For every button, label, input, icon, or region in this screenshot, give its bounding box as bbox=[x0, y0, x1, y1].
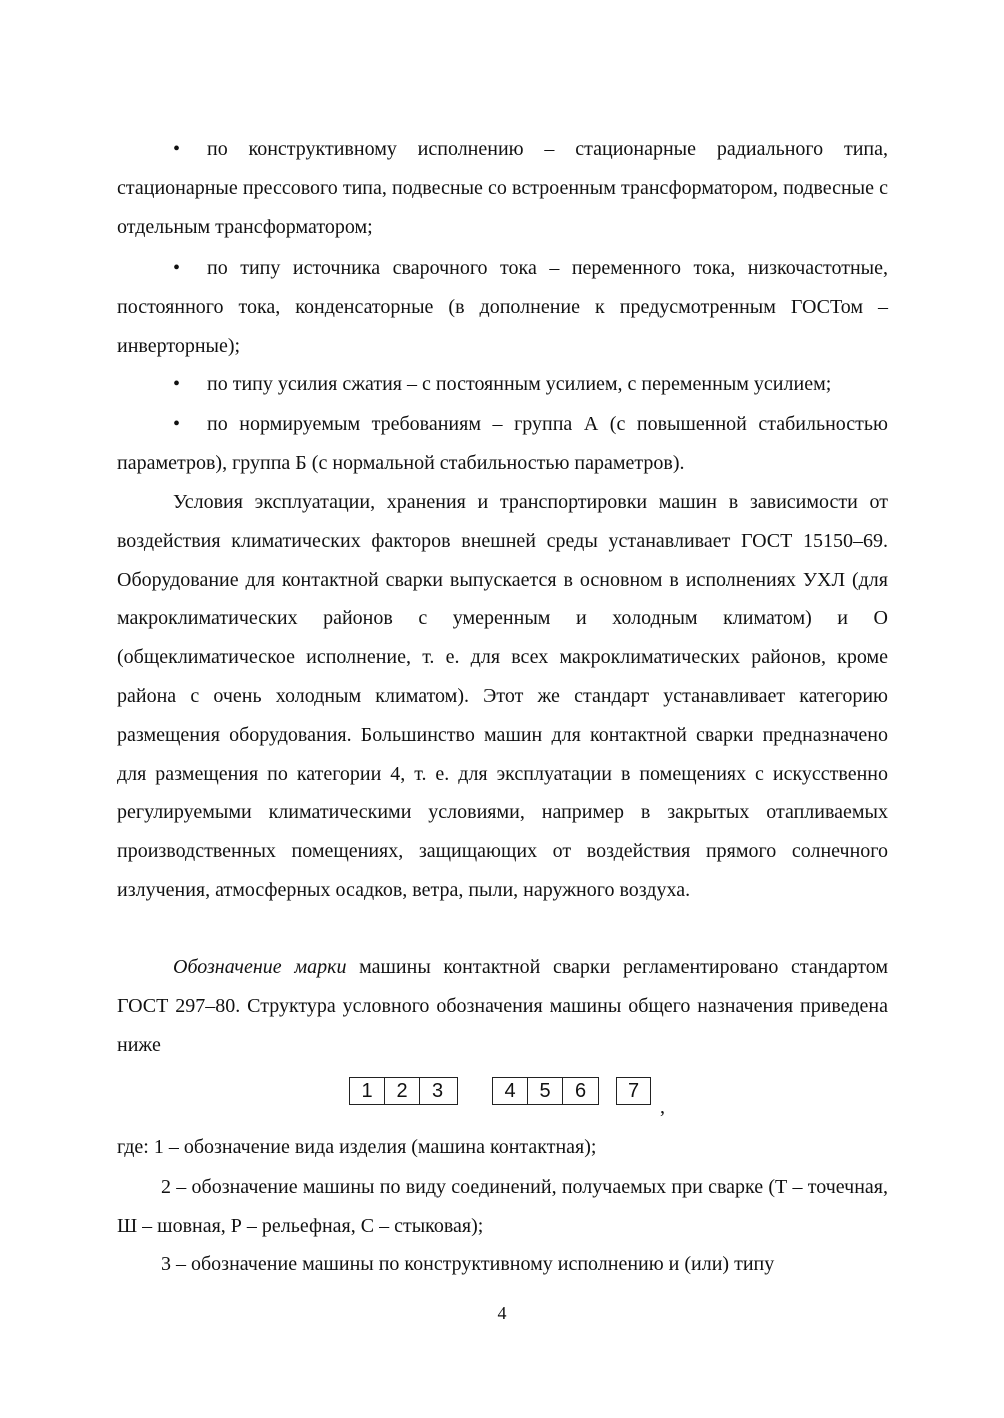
bullet-icon: • bbox=[173, 257, 181, 279]
legend-item: где: 1 – обозначение вида изделия (машина контактная); bbox=[117, 1136, 597, 1158]
bullet-item bbox=[117, 249, 888, 365]
code-group-3 bbox=[616, 1077, 651, 1105]
code-cell: 1 bbox=[350, 1078, 385, 1104]
bullet-item bbox=[117, 405, 888, 483]
code-cell: 3 bbox=[431, 1079, 444, 1102]
code-group-2 bbox=[492, 1077, 599, 1105]
bullet-item bbox=[117, 365, 888, 404]
code-cell: 6 bbox=[574, 1079, 587, 1102]
paragraph-conditions: Условия эксплуатации, хранения и транспортировки машин в зависимости от воздействия климатических факторов внешней среды устанавливает ГОСТ 15150–69. Оборудование для контактной сварки выпускается в основном в исполнениях УХЛ (для макроклиматических районов с умеренным и холодным климатом) и О (общеклиматическое исполнение, т. е. для всех макроклиматических районов, кроме района с очень холодным климатом). Этот же стандарт устанавливает категорию размещения оборудования. Большинство машин для контактной сварки предназначено для размещения по категории 4, т. е. для эксплуатации в помещениях с искусственно регулируемыми климатическими условиями, например в закрытых отапливаемых производственных помещениях, защищающих от воздействия прямого солнечного излучения, атмосферных осадков, ветра, пыли, наружного воздуха. bbox=[117, 491, 888, 901]
page-number: 4 bbox=[497, 1303, 507, 1323]
code-trailing-comma: , bbox=[660, 1096, 665, 1118]
paragraph-marking bbox=[117, 948, 888, 1064]
code-cell: 2 bbox=[385, 1078, 420, 1104]
code-cell: 7 bbox=[627, 1079, 640, 1102]
bullet-icon: • bbox=[173, 138, 181, 160]
bullet-item bbox=[117, 130, 888, 246]
bullet-text: по нормируемым требованиям – группа А (с повышенной стабильностью параметров), группа Б (с нормальной стабильностью параметров). bbox=[117, 413, 888, 474]
legend-item: 2 – обозначение машины по виду соединений, получаемых при сварке (Т – точечная, Ш – шовная, Р – рельефная, С – стыковая); bbox=[117, 1176, 888, 1237]
bullet-text: по типу источника сварочного тока – переменного тока, низкочастотные, постоянного тока, конденсаторные (в дополнение к предусмотренным ГОСТом – инверторные); bbox=[117, 257, 888, 357]
code-group-1 bbox=[349, 1077, 458, 1105]
bullet-icon: • bbox=[173, 413, 181, 435]
bullet-icon: • bbox=[173, 373, 181, 395]
bullet-text: по конструктивному исполнению – стационарные радиального типа, стационарные прессового типа, подвесные со встроенным трансформатором, подвесные с отдельным трансформатором; bbox=[117, 138, 888, 238]
code-cell: 5 bbox=[528, 1078, 563, 1104]
legend-item: 3 – обозначение машины по конструктивному исполнению и (или) типу bbox=[161, 1253, 775, 1275]
marking-italic: Обозначение марки bbox=[173, 956, 347, 978]
bullet-text: по типу усилия сжатия – с постоянным усилием, с переменным усилием; bbox=[207, 373, 832, 395]
code-cell: 4 bbox=[493, 1078, 528, 1104]
marking-text: машины контактной сварки регламентировано стандартом ГОСТ 297–80. Структура условного обозначения машины общего назначения приведена ниже bbox=[117, 956, 889, 1056]
